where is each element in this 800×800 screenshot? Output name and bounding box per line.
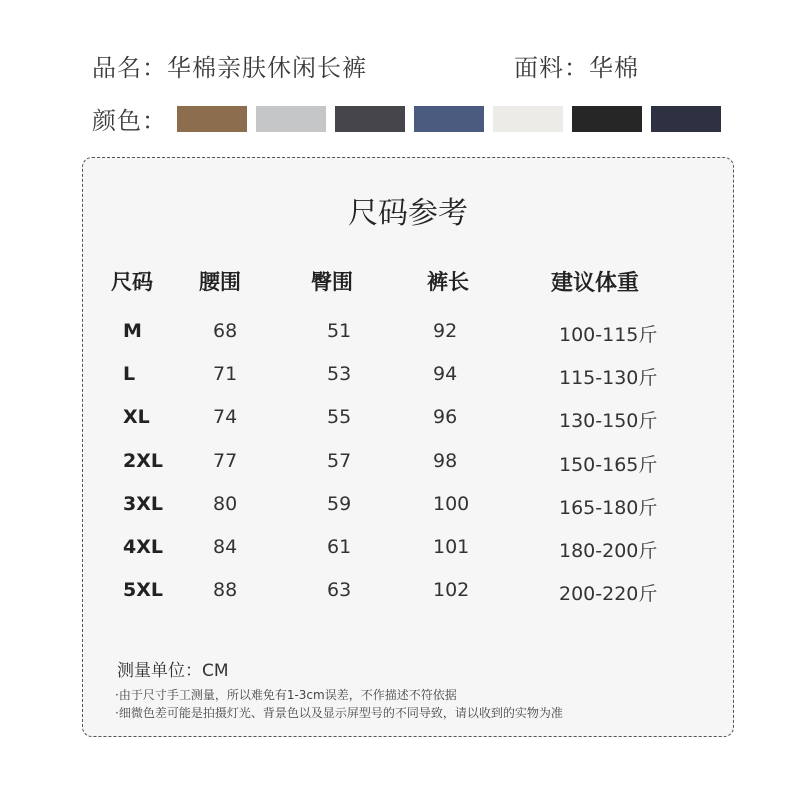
cell-size: XL: [123, 406, 150, 429]
table-row: [83, 406, 733, 436]
header-length: 裤长: [427, 270, 469, 294]
cell-size: M: [123, 320, 142, 342]
cell-size: 5XL: [123, 579, 163, 602]
table-row: [83, 579, 733, 609]
cell-weight: 130-150斤: [559, 410, 658, 433]
cell-hip: 61: [327, 536, 352, 558]
cell-weight: 180-200斤: [559, 540, 658, 562]
cell-waist: 84: [213, 536, 238, 558]
cell-length: 94: [433, 363, 458, 386]
cell-weight: 115-130斤: [559, 367, 658, 390]
table-row: [83, 363, 733, 393]
table-row: [83, 450, 733, 480]
cell-length: 96: [433, 406, 458, 429]
table-row: [83, 536, 733, 566]
cell-weight: 165-180斤: [559, 496, 658, 519]
header-waist: 腰围: [199, 270, 241, 294]
cell-waist: 80: [213, 492, 238, 515]
cell-size: 2XL: [123, 449, 163, 472]
color-swatches: [177, 106, 730, 132]
fabric-info: 面料：华棉: [514, 54, 639, 82]
color-swatch-6[interactable]: [572, 106, 642, 132]
table-row: [83, 320, 733, 350]
cell-hip: 59: [327, 492, 352, 515]
cell-length: 102: [433, 579, 470, 602]
header-size: 尺码: [111, 270, 153, 294]
cell-size: L: [123, 363, 136, 386]
header-hip: 臀围: [311, 270, 353, 294]
cell-waist: 88: [213, 579, 238, 602]
color-swatch-1[interactable]: [177, 106, 247, 132]
color-swatch-4[interactable]: [414, 106, 484, 132]
cell-weight: 150-165斤: [559, 453, 658, 476]
cell-weight: 200-220斤: [559, 583, 658, 606]
product-name: 品名：华棉亲肤休闲长裤: [92, 54, 367, 82]
cell-hip: 57: [327, 449, 352, 472]
color-swatch-3[interactable]: [335, 106, 405, 132]
cell-waist: 77: [213, 449, 238, 472]
size-chart-title: 尺码参考: [348, 196, 468, 231]
cell-size: 4XL: [123, 536, 163, 558]
cell-length: 92: [433, 320, 458, 342]
cell-length: 100: [433, 492, 470, 515]
note-measurement-error: ·由于尺寸手工测量，所以难免有1-3cm误差，不作描述不符依据: [115, 688, 457, 702]
color-swatch-5[interactable]: [493, 106, 563, 132]
color-swatch-7[interactable]: [651, 106, 721, 132]
cell-size: 3XL: [123, 492, 163, 515]
cell-waist: 71: [213, 363, 238, 386]
measurement-unit: 测量单位：CM: [117, 661, 229, 681]
color-swatch-2[interactable]: [256, 106, 326, 132]
table-row: [83, 493, 733, 523]
cell-waist: 74: [213, 406, 238, 429]
cell-hip: 55: [327, 406, 352, 429]
cell-waist: 68: [213, 320, 238, 342]
cell-length: 98: [433, 449, 458, 472]
note-color-difference: ·细微色差可能是拍摄灯光、背景色以及显示屏型号的不同导致，请以收到的实物为准: [115, 706, 563, 720]
cell-hip: 63: [327, 579, 352, 602]
cell-weight: 100-115斤: [559, 324, 658, 346]
header-weight: 建议体重: [551, 271, 640, 296]
color-row: [92, 101, 730, 136]
cell-hip: 53: [327, 363, 352, 386]
size-chart-card: [82, 157, 734, 737]
cell-hip: 51: [327, 320, 352, 342]
cell-length: 101: [433, 536, 470, 558]
color-label: 颜色：: [92, 107, 167, 135]
